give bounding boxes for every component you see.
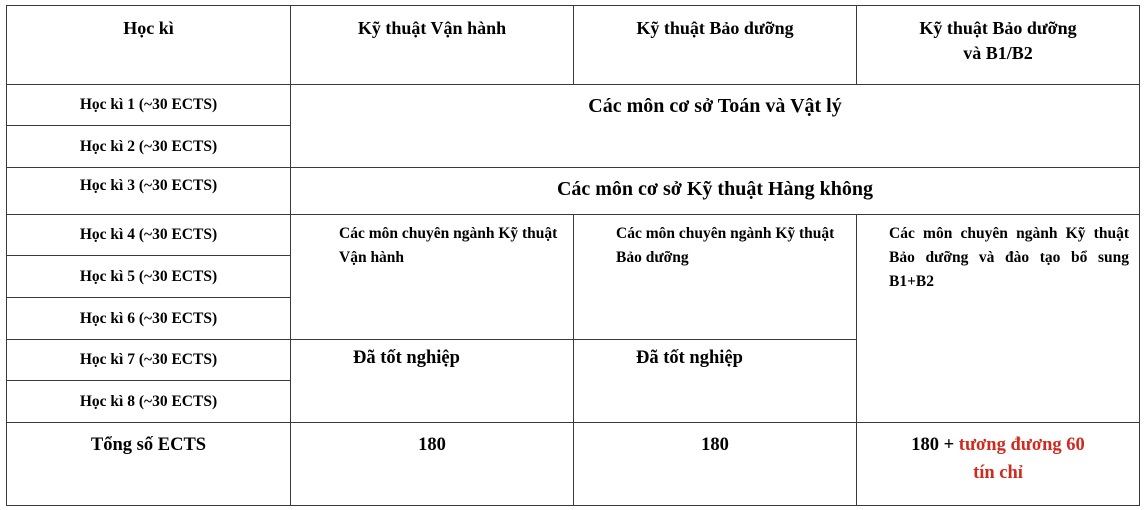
- total-label: Tổng số ECTS: [7, 423, 291, 506]
- total-maintenance: 180: [574, 423, 857, 506]
- semester-label: Học kì 1 (~30 ECTS): [7, 85, 291, 126]
- header-maintenance-b1b2: [857, 6, 1140, 85]
- total-b1b2-extra-line2: tín chỉ: [973, 463, 1023, 483]
- semester-row-3: [7, 168, 1140, 215]
- semester-label: Học kì 6 (~30 ECTS): [7, 298, 291, 340]
- semester-label: Học kì 3 (~30 ECTS): [7, 168, 291, 215]
- common-math-physics: Các môn cơ sở Toán và Vật lý: [291, 85, 1140, 168]
- semester-label: Học kì 7 (~30 ECTS): [7, 340, 291, 381]
- header-semester: Học kì: [7, 6, 291, 85]
- header-maintenance-b1b2-line1: Kỹ thuật Bảo dưỡng: [919, 18, 1077, 38]
- semester-row-4: [7, 215, 1140, 256]
- common-aviation: Các môn cơ sở Kỹ thuật Hàng không: [291, 168, 1140, 215]
- spec-maintenance-b1b2: Các môn chuyên ngành Kỹ thuật Bảo dưỡng và đào tạo bổ sung B1+B2: [857, 215, 1140, 423]
- total-row: [7, 423, 1140, 506]
- header-maintenance: Kỹ thuật Bảo dưỡng: [574, 6, 857, 85]
- graduated-operation: Đã tốt nghiệp: [291, 340, 574, 423]
- semester-label: Học kì 2 (~30 ECTS): [7, 126, 291, 168]
- semester-label: Học kì 4 (~30 ECTS): [7, 215, 291, 256]
- total-operation: 180: [291, 423, 574, 506]
- curriculum-table: [6, 5, 1140, 506]
- total-maintenance-b1b2: [857, 423, 1140, 506]
- semester-row-1: [7, 85, 1140, 126]
- total-b1b2-base: 180 +: [911, 435, 959, 455]
- semester-label: Học kì 8 (~30 ECTS): [7, 381, 291, 423]
- graduated-maintenance: Đã tốt nghiệp: [574, 340, 857, 423]
- header-row: [7, 6, 1140, 85]
- semester-label: Học kì 5 (~30 ECTS): [7, 256, 291, 298]
- total-b1b2-extra-line1: tương đương 60: [958, 435, 1085, 455]
- spec-operation: Các môn chuyên ngành Kỹ thuật Vận hành: [291, 215, 574, 340]
- header-maintenance-b1b2-line2: và B1/B2: [963, 43, 1033, 63]
- spec-maintenance: Các môn chuyên ngành Kỹ thuật Bảo dưỡng: [574, 215, 857, 340]
- header-operation: Kỹ thuật Vận hành: [291, 6, 574, 85]
